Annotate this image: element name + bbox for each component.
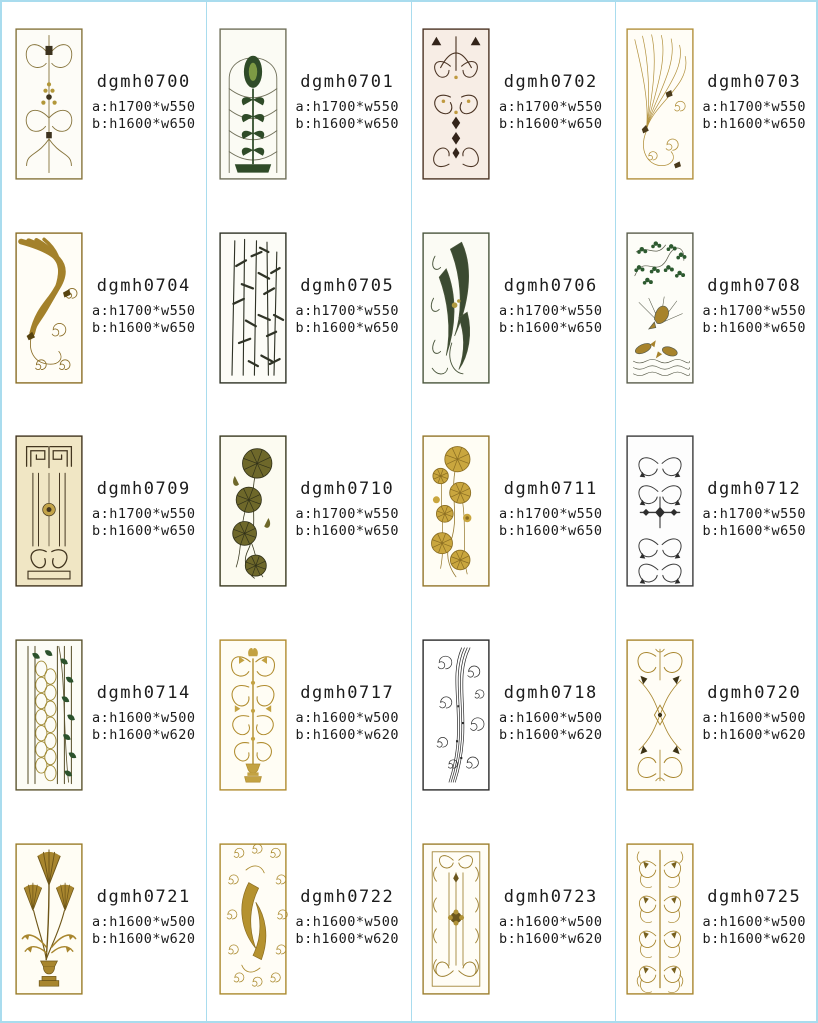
catalog-item-dgmh0718: [409, 613, 613, 817]
bamboo-grille-image: [218, 225, 288, 391]
panel-dim-a: a:h1700*w550: [498, 506, 603, 523]
panel-code: dgmh0710: [300, 479, 395, 500]
panel-info: [84, 276, 206, 336]
panel-dim-b: b:h1600*w650: [91, 523, 196, 540]
panel-info: [288, 887, 410, 947]
panel-dim-a: a:h1600*w500: [91, 914, 196, 931]
panel-code: dgmh0722: [300, 887, 395, 908]
lotus-leaves-gold-grille-image: [421, 428, 491, 594]
panel-dim-a: a:h1600*w500: [295, 914, 400, 931]
panel-dim-b: b:h1600*w620: [295, 727, 400, 744]
panel-dimensions: [92, 506, 196, 539]
catalog-item-dgmh0704: [2, 206, 206, 410]
panel-dimensions: [499, 303, 603, 336]
panel-dim-b: b:h1600*w650: [498, 523, 603, 540]
panel-dimensions: [92, 99, 196, 132]
broad-leaves-grille-image: [421, 225, 491, 391]
panel-dimensions: [702, 710, 806, 743]
panel-dimensions: [499, 914, 603, 947]
column-divider: [206, 2, 207, 1021]
panel-dim-b: b:h1600*w650: [91, 319, 196, 336]
panel-dim-a: a:h1700*w550: [498, 98, 603, 115]
catalog-item-dgmh0722: [206, 817, 410, 1021]
panel-dim-b: b:h1600*w620: [702, 727, 807, 744]
fan-spray-grille-image: [625, 21, 695, 187]
symmetric-scroll-dark-grille-image: [625, 428, 695, 594]
catalog-item-dgmh0710: [206, 410, 410, 614]
butterfly-scroll-grille-image: [14, 21, 84, 187]
panel-code: dgmh0711: [503, 479, 598, 500]
panel-info: [288, 479, 410, 539]
panel-info: [491, 887, 613, 947]
panel-code: dgmh0708: [707, 275, 802, 296]
catalog-item-dgmh0705: [206, 206, 410, 410]
panel-dim-a: a:h1600*w500: [295, 710, 400, 727]
panel-dim-b: b:h1600*w620: [702, 931, 807, 948]
panel-dimensions: [92, 914, 196, 947]
panel-code: dgmh0700: [96, 71, 191, 92]
panel-dim-b: b:h1600*w620: [498, 727, 603, 744]
panel-dim-a: a:h1700*w550: [91, 506, 196, 523]
panel-info: [491, 683, 613, 743]
panel-code: dgmh0714: [96, 683, 191, 704]
panel-dimensions: [702, 506, 806, 539]
panel-code: dgmh0703: [707, 71, 802, 92]
panel-info: [491, 276, 613, 336]
catalog-item-dgmh0711: [409, 410, 613, 614]
framed-scroll-rosette-grille-image: [421, 836, 491, 1002]
panel-dimensions: [295, 914, 399, 947]
panel-dim-a: a:h1700*w550: [702, 98, 807, 115]
panel-code: dgmh0701: [300, 71, 395, 92]
catalog-item-dgmh0725: [613, 817, 817, 1021]
panel-dim-b: b:h1600*w650: [498, 115, 603, 132]
panel-dim-a: a:h1600*w500: [702, 914, 807, 931]
panel-dim-b: b:h1600*w620: [91, 931, 196, 948]
panel-dim-b: b:h1600*w650: [702, 523, 807, 540]
catalog-item-dgmh0702: [409, 2, 613, 206]
catalog-item-dgmh0700: [2, 2, 206, 206]
catalog-item-dgmh0709: [2, 410, 206, 614]
panel-dimensions: [702, 303, 806, 336]
arched-plant-grille-image: [218, 21, 288, 187]
symmetric-scroll-gold-grille-image: [625, 632, 695, 798]
fish-pond-grille-image: [625, 225, 695, 391]
panel-dimensions: [702, 914, 806, 947]
panel-code: dgmh0702: [503, 71, 598, 92]
catalog-item-dgmh0717: [206, 613, 410, 817]
catalog-item-dgmh0703: [613, 2, 817, 206]
panel-code: dgmh0720: [707, 683, 802, 704]
panel-dimensions: [295, 710, 399, 743]
panel-code: dgmh0723: [503, 887, 598, 908]
palm-urn-grille-image: [14, 836, 84, 1002]
column-divider: [411, 2, 412, 1021]
panel-dim-a: a:h1700*w550: [295, 506, 400, 523]
panel-dim-a: a:h1600*w500: [498, 710, 603, 727]
panel-dim-b: b:h1600*w650: [295, 523, 400, 540]
panel-dim-b: b:h1600*w620: [498, 931, 603, 948]
panel-dim-a: a:h1700*w550: [702, 506, 807, 523]
panel-info: [84, 887, 206, 947]
panel-code: dgmh0709: [96, 479, 191, 500]
panel-code: dgmh0717: [300, 683, 395, 704]
panel-dimensions: [499, 710, 603, 743]
panel-dim-b: b:h1600*w650: [702, 115, 807, 132]
panel-code: dgmh0718: [503, 683, 598, 704]
catalog-item-dgmh0706: [409, 206, 613, 410]
panel-info: [695, 72, 817, 132]
panel-dimensions: [295, 99, 399, 132]
panel-code: dgmh0725: [707, 887, 802, 908]
catalog-grid: [2, 2, 816, 1021]
lotus-leaves-dark-grille-image: [218, 428, 288, 594]
panel-code: dgmh0721: [96, 887, 191, 908]
panel-dimensions: [295, 506, 399, 539]
panel-dim-b: b:h1600*w620: [91, 727, 196, 744]
panel-dimensions: [702, 99, 806, 132]
panel-dim-b: b:h1600*w650: [91, 115, 196, 132]
catalog-item-dgmh0721: [2, 817, 206, 1021]
panel-dim-b: b:h1600*w650: [295, 115, 400, 132]
panel-dim-b: b:h1600*w650: [498, 319, 603, 336]
panel-info: [491, 479, 613, 539]
panel-dimensions: [92, 710, 196, 743]
panel-code: dgmh0712: [707, 479, 802, 500]
bars-rings-vine-grille-image: [14, 632, 84, 798]
panel-info: [84, 683, 206, 743]
panel-info: [84, 72, 206, 132]
panel-info: [84, 479, 206, 539]
panel-code: dgmh0706: [503, 275, 598, 296]
double-column-scroll-grille-image: [625, 836, 695, 1002]
column-divider: [615, 2, 616, 1021]
panel-info: [695, 276, 817, 336]
catalog-item-dgmh0714: [2, 613, 206, 817]
panel-dim-a: a:h1700*w550: [295, 302, 400, 319]
ornate-gold-urn-grille-image: [218, 632, 288, 798]
panel-dim-a: a:h1600*w500: [91, 710, 196, 727]
catalog-item-dgmh0708: [613, 206, 817, 410]
panel-info: [695, 683, 817, 743]
panel-dim-a: a:h1700*w550: [91, 302, 196, 319]
panel-info: [288, 683, 410, 743]
panel-dim-b: b:h1600*w650: [702, 319, 807, 336]
panel-info: [695, 479, 817, 539]
panel-dim-a: a:h1600*w500: [498, 914, 603, 931]
panel-info: [288, 276, 410, 336]
feather-spray-grille-image: [14, 225, 84, 391]
leaf-swirl-grille-image: [218, 836, 288, 1002]
panel-code: dgmh0705: [300, 275, 395, 296]
panel-dim-a: a:h1700*w550: [702, 302, 807, 319]
panel-dimensions: [295, 303, 399, 336]
catalog-item-dgmh0720: [613, 613, 817, 817]
panel-dim-a: a:h1600*w500: [702, 710, 807, 727]
panel-dim-a: a:h1700*w550: [295, 98, 400, 115]
panel-info: [288, 72, 410, 132]
panel-dimensions: [499, 506, 603, 539]
panel-info: [695, 887, 817, 947]
panel-dimensions: [499, 99, 603, 132]
panel-dim-a: a:h1700*w550: [91, 98, 196, 115]
crown-scroll-grille-image: [421, 21, 491, 187]
greek-key-grille-image: [14, 428, 84, 594]
panel-info: [491, 72, 613, 132]
catalog-item-dgmh0712: [613, 410, 817, 614]
panel-code: dgmh0704: [96, 275, 191, 296]
panel-dim-b: b:h1600*w620: [295, 931, 400, 948]
catalog-item-dgmh0723: [409, 817, 613, 1021]
catalog-item-dgmh0701: [206, 2, 410, 206]
panel-dimensions: [92, 303, 196, 336]
line-scroll-grille-image: [421, 632, 491, 798]
panel-dim-a: a:h1700*w550: [498, 302, 603, 319]
panel-dim-b: b:h1600*w650: [295, 319, 400, 336]
